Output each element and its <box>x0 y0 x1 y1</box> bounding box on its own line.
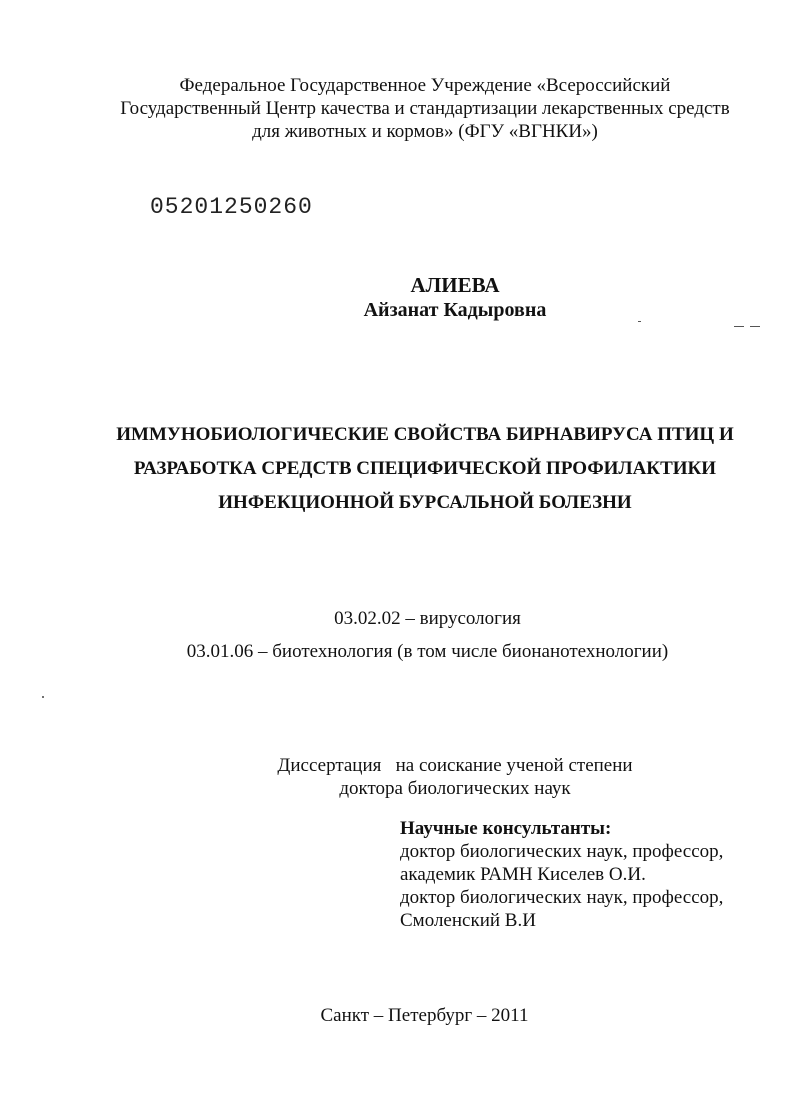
scan-artifact <box>750 326 760 327</box>
archive-stamp-number: 05201250260 <box>150 194 313 220</box>
dissertation-title <box>40 418 799 520</box>
consultants-heading: Научные консультанты: <box>400 818 612 839</box>
scan-artifact <box>42 696 44 698</box>
institution-line: Государственный Центр качества и стандартизации лекарственных средств <box>120 98 730 119</box>
specialty-code-biotechnology: 03.01.06 – биотехнология (в том числе бионанотехнологии) <box>186 641 669 662</box>
title-line: РАЗРАБОТКА СРЕДСТВ СПЕЦИФИЧЕСКОЙ ПРОФИЛАКТИКИ <box>133 458 717 479</box>
degree-line: Диссертация на соискание ученой степени <box>277 755 633 776</box>
author-surname: АЛИЕВА <box>410 273 500 297</box>
consultant-line: доктор биологических наук, профессор, <box>400 841 724 862</box>
degree-line: доктора биологических наук <box>339 778 571 799</box>
title-line: ИММУНОБИОЛОГИЧЕСКИЕ СВОЙСТВА БИРНАВИРУСА ПТИЦ И <box>116 424 734 445</box>
author-given-names: Айзанат Кадыровна <box>363 299 547 321</box>
degree-statement <box>230 754 680 800</box>
scan-artifact <box>638 321 641 322</box>
consultant-line: Смоленский В.И <box>400 910 536 931</box>
specialty-code-virology: 03.02.02 – вирусология <box>334 608 521 629</box>
scan-artifact <box>734 326 744 327</box>
consultant-line: академик РАМН Киселев О.И. <box>400 864 646 885</box>
institution-line: Федеральное Государственное Учреждение «Всероссийский <box>179 75 671 96</box>
consultant-line: доктор биологических наук, профессор, <box>400 887 724 908</box>
city-and-year: Санкт – Петербург – 2011 <box>320 1005 529 1026</box>
scientific-consultants <box>400 817 723 932</box>
institution-header <box>100 74 750 143</box>
title-line: ИНФЕКЦИОННОЙ БУРСАЛЬНОЙ БОЛЕЗНИ <box>218 492 632 513</box>
institution-line: для животных и кормов» (ФГУ «ВГНКИ») <box>252 121 598 142</box>
